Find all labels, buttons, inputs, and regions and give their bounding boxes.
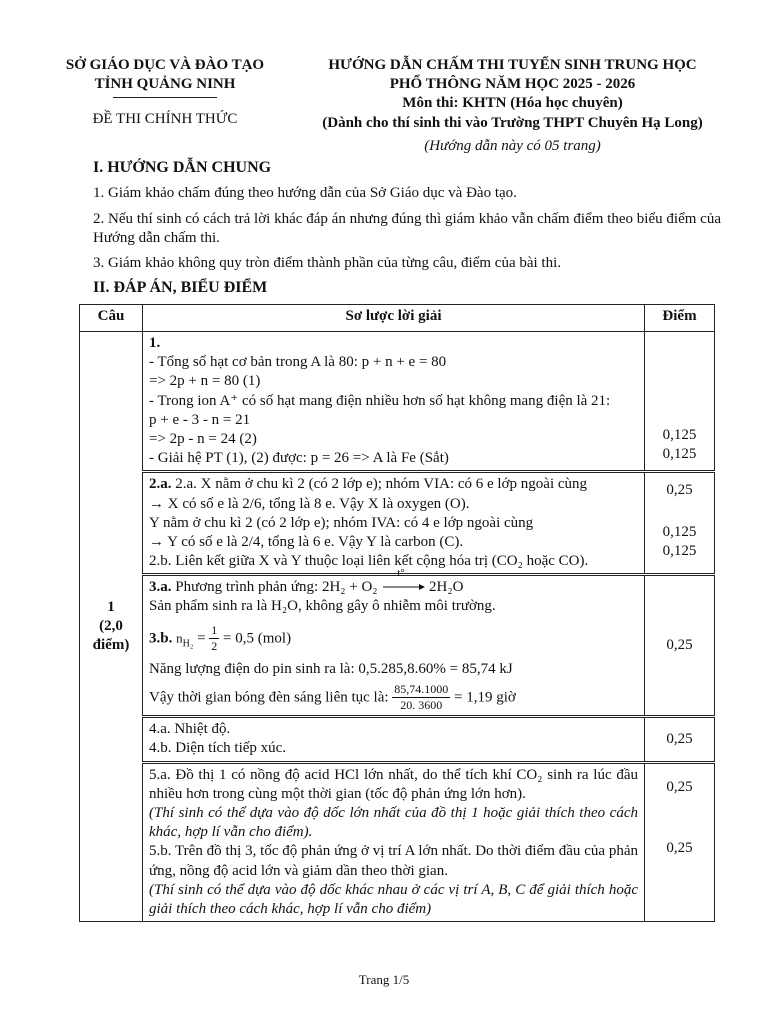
official-exam-label: ĐỀ THI CHÍNH THỨC [92,111,238,128]
fraction-numerator: 85,74.1000 [392,682,450,698]
question-cell [80,332,143,922]
table-row [80,762,715,922]
header-left [40,56,290,130]
score-block-2 [645,472,715,575]
score-value: 0,125 [662,523,697,540]
department-line1: SỞ GIÁO DỤC VÀ ĐÀO TẠO [65,57,265,73]
answer-table [79,304,715,922]
table-row [80,472,715,575]
col-header-question: Câu [80,305,143,332]
doc-title-line1: HƯỚNG DẪN CHẤM THI TUYỂN SINH TRUNG HỌC [328,57,697,73]
solution-note: (Thí sinh có thể dựa vào độ dốc khác nhau ở các vị trí A, B, C để giải thích hoặc giải thích theo cách khác, hợp lí vẫn cho điểm) [149,881,638,917]
heat-arrow-icon [381,567,425,597]
audience-line: (Dành cho thí sinh thi vào Trường THPT Chuyên Hạ Long) [322,114,703,131]
header-divider [113,97,217,98]
mole-symbol: n [176,629,183,645]
department-line2: TỈNH QUẢNG NINH [94,76,236,93]
guidance-item-2: 2. Nếu thí sinh có cách trả lời khác đáp án nhưng đúng thì giám khảo vẫn chấm điểm theo biểu điểm của Hướng dẫn chấm thi. [93,210,721,246]
guidance-item-3: 3. Giám khảo không quy tròn điểm thành phần của từng câu, điểm của bài thi. [93,255,562,272]
solution-line: 2.b. Liên kết giữa X và Y thuộc loại liên kết cộng hóa trị (CO₂ hoặc CO). [149,553,589,570]
solution-block-1 [143,332,645,472]
score-value: 0,125 [662,426,697,443]
score-value: 0,25 [666,730,693,747]
solution-line: - Tổng số hạt cơ bản trong A là 80: p + n + e = 80 [149,354,447,371]
section1-title: I. HƯỚNG DẪN CHUNG [93,159,272,176]
solution-line: => 2p - n = 24 (2) [149,430,257,447]
fraction-denominator: 20. 3600 [400,697,443,712]
header-right [290,56,735,156]
solution-line: 4.a. Nhiệt độ. [149,721,231,738]
mole-calc-line: 3.b. $n_{H_2}$ = $\frac{1}{2}$ = 0,5 (mol) [149,622,292,654]
solution-block-4 [143,717,645,762]
solution-line: p + e - 3 - n = 21 [149,411,251,428]
score-block-4 [645,717,715,762]
solution-line: 1. [149,335,161,351]
score-value: 0,25 [666,482,693,499]
score-block-3 [645,575,715,717]
reaction-equation-line [149,567,638,597]
mole-subscript: H₂ [182,637,194,649]
subject-line: Môn thi: KHTN (Hóa học chuyên) [402,95,623,112]
page-footer: Trang 1/5 [358,972,410,987]
mole-result: = 0,5 (mol) [223,629,292,646]
fraction-denominator: 2 [211,639,218,654]
solution-line: Năng lượng điện do pin sinh ra là: 0,5.285,8.60% = 85,74 kJ [149,661,513,678]
solution-block-2 [143,472,645,575]
solution-line: Sản phẩm sinh ra là H₂O, không gây ô nhiễm môi trường. [149,598,496,615]
time-calc-text: Vậy thời gian bóng đèn sáng liên tục là: [149,688,389,705]
solution-line: => 2p + n = 80 (1) [149,373,261,390]
solution-line: 5.b. Trên đồ thị 3, tốc độ phản ứng ở vị trí A lớn nhất. Do thời điểm đầu của phản ứng, nồng độ acid lớn và giảm dần theo thời gian. [149,843,638,879]
solution-block-5 [143,762,645,922]
question-points: (2,0 điểm) [92,617,130,654]
solution-block-3 [143,567,645,717]
solution-note: (Thí sinh có thể dựa vào độ dốc lớn nhất của đồ thị 1 hoặc giải thích theo cách khác, hợp lí vẫn cho điểm). [149,805,638,841]
solution-line-text: 2.a. X nằm ở chu kì 2 (có 2 lớp e); nhóm VIA: có 6 e lớp ngoài cùng [175,476,588,493]
solution-label: 3.a. [149,579,172,596]
fraction-mole [209,623,219,655]
col-header-score: Điểm [645,305,715,332]
solution-label: 3.b. [149,629,173,646]
table-row [80,575,715,717]
table-header-row [80,305,715,332]
score-value: 0,125 [662,446,697,463]
score-value: 0,125 [662,542,697,559]
solution-line: 5.a. Đồ thị 1 có nồng độ acid HCl lớn nhất, do thể tích khí CO₂ sinh ra lúc đầu nhiều hơn trong cùng một thời gian (tốc độ phản ứng lớn hơn). [149,766,638,802]
question-number: 1 [107,598,115,615]
arrow-label: t° [397,567,405,580]
general-guidance-section [93,158,721,273]
pages-note: (Hướng dẫn này có 05 trang) [424,137,601,154]
solution-line: → Y có số e là 2/4, tổng là 6 e. Vậy Y là carbon (C). [149,533,464,550]
solution-line: - Giải hệ PT (1), (2) được: p = 26 => A là Fe (Sắt) [149,450,449,467]
time-result: = 1,19 giờ [454,688,516,705]
solution-line: 4.b. Diện tích tiếp xúc. [149,740,287,757]
doc-title-line2: PHỔ THÔNG NĂM HỌC 2025 - 2026 [389,76,636,93]
col-header-solution: Sơ lược lời giải [143,305,645,332]
score-value: 0,25 [666,778,693,795]
fraction-time [392,682,450,714]
table-row [80,332,715,472]
table-row [80,717,715,762]
guidance-item-1: 1. Giám khảo chấm đúng theo hướng dẫn của Sở Giáo dục và Đào tạo. [93,185,517,202]
reaction-reactants: Phương trình phản ứng: 2H₂ + O₂ [175,579,378,596]
answer-section [93,278,721,298]
solution-line: 2.a. 2.a. X nằm ở chu kì 2 (có 2 lớp e); nhóm VIA: có 6 e lớp ngoài cùng [149,476,588,493]
score-block-5 [645,762,715,922]
score-value: 0,25 [666,839,693,856]
score-value: 0,25 [666,637,693,654]
solution-line: → X có số e là 2/6, tổng là 8 e. Vậy X là oxygen (O). [149,495,470,512]
reaction-product: 2H₂O [429,579,464,596]
fraction-numerator: 1 [209,623,219,639]
score-block-1 [645,332,715,472]
section2-title: II. ĐÁP ÁN, BIỂU ĐIỂM [93,279,268,296]
solution-line: Y nằm ở chu kì 2 (có 2 lớp e); nhóm IVA: có 4 e lớp ngoài cùng [149,514,534,531]
solution-line: - Trong ion A⁺ có số hạt mang điện nhiều hơn số hạt không mang điện là 21: [149,392,611,409]
time-calc-line [149,682,638,714]
